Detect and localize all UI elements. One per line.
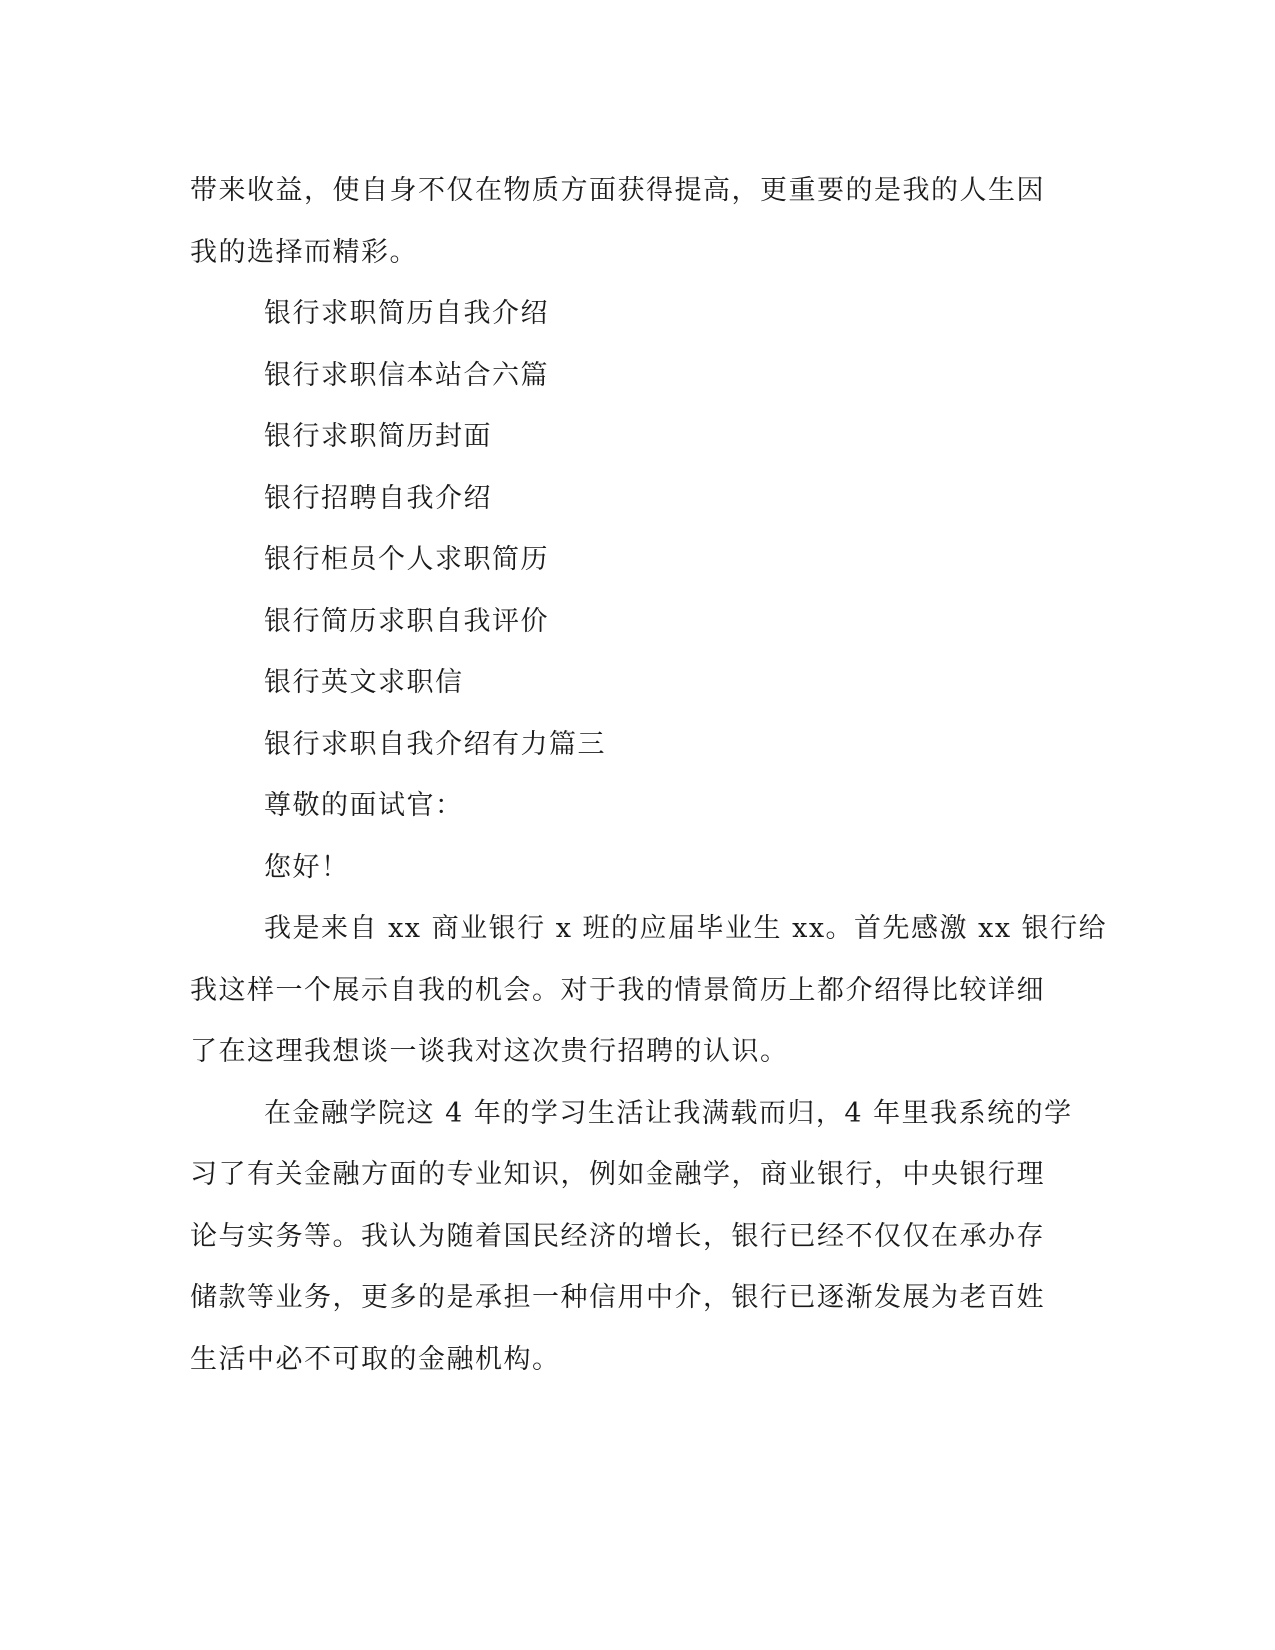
document-body — [190, 160, 1108, 1390]
text-line: 您好！ — [264, 851, 350, 883]
paragraph — [190, 283, 1090, 345]
paragraph — [190, 898, 1108, 1083]
paragraph — [190, 775, 1090, 837]
text-line: 银行求职自我介绍有力篇三 — [264, 728, 606, 760]
text-line: 银行求职信本站合六篇 — [264, 359, 549, 391]
paragraph — [190, 1083, 1090, 1391]
paragraph — [190, 591, 1090, 653]
text-line: 银行英文求职信 — [264, 667, 464, 698]
paragraph — [190, 406, 1090, 468]
text-line: 了在这理我想谈一谈我对这次贵行招聘的认识。 — [190, 1036, 789, 1067]
paragraph — [190, 652, 1090, 714]
text-line: 银行招聘自我介绍 — [264, 482, 492, 514]
paragraph — [190, 714, 1090, 776]
text-line: 银行柜员个人求职简历 — [264, 544, 549, 575]
text-line: 在金融学院这 4 年的学习生活让我满载而归，4 年里我系统的学 — [264, 1097, 1073, 1129]
text-line: 银行简历求职自我评价 — [264, 605, 549, 637]
text-line: 尊敬的面试官： — [264, 790, 464, 821]
text-line: 我这样一个展示自我的机会。对于我的情景简历上都介绍得比较详细 — [190, 974, 1045, 1006]
paragraph — [190, 529, 1090, 591]
text-line: 带来收益，使自身不仅在物质方面获得提高，更重要的是我的人生因 — [190, 175, 1045, 206]
text-line: 论与实务等。我认为随着国民经济的增长，银行已经不仅仅在承办存 — [190, 1220, 1045, 1252]
text-line: 储款等业务，更多的是承担一种信用中介，银行已逐渐发展为老百姓 — [190, 1282, 1045, 1313]
text-line: 银行求职简历自我介绍 — [264, 298, 549, 329]
text-line: 生活中必不可取的金融机构。 — [190, 1343, 561, 1375]
text-line: 银行求职简历封面 — [264, 421, 492, 452]
text-line: 我是来自 xx 商业银行 x 班的应届毕业生 xx。首先感激 xx 银行给 — [264, 913, 1108, 944]
paragraph — [190, 345, 1090, 407]
text-line: 我的选择而精彩。 — [190, 236, 418, 268]
text-line: 习了有关金融方面的专业知识，例如金融学，商业银行，中央银行理 — [190, 1159, 1045, 1190]
paragraph — [190, 837, 1090, 899]
paragraph — [190, 160, 1090, 283]
paragraph — [190, 468, 1090, 530]
